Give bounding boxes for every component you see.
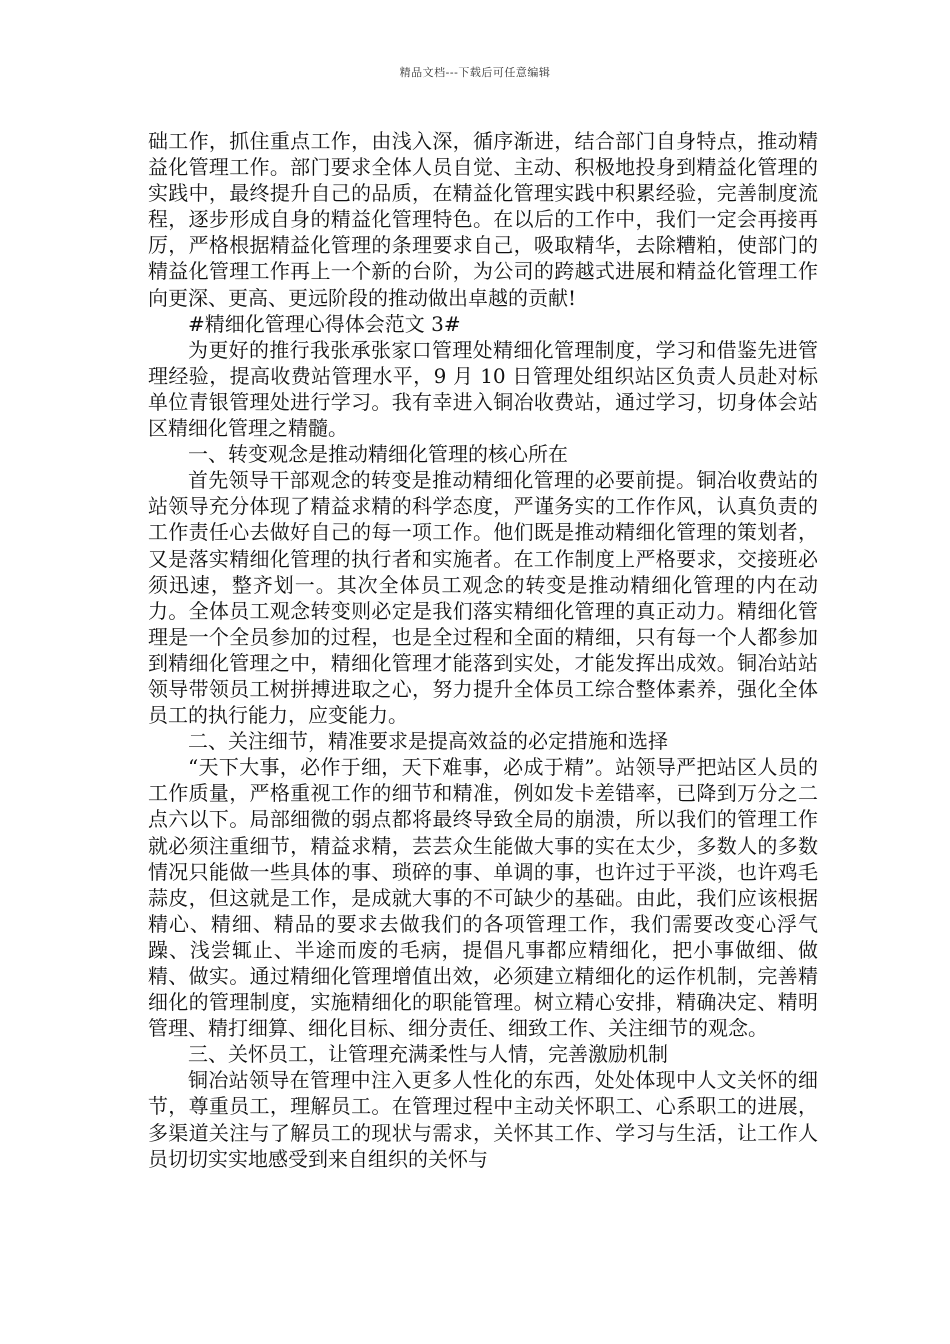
paragraph-section-3: 铜冶站领导在管理中注入更多人性化的东西，处处体现中人文关怀的细节，尊重员工，理解员工。在管理过程中主动关怀职工、心系职工的进展，多渠道关注与了解员工的现状与需求，关怀其工作、学习与生活，让工作人员切切实实地感受到来自组织的关怀与 [148, 1068, 818, 1171]
section-heading-example-3: #精细化管理心得体会范文 3# [188, 311, 461, 336]
paragraph-section-2: “天下大事，必作于细，天下难事，必成于精”。站领导严把站区人员的工作质量，严格重视工作的细节和精准，例如发卡差错率，已降到万分之二点六以下。局部细微的弱点都将最终导致全局的崩溃，所以我们的管理工作就必须注重细节，精益求精，芸芸众生能做大事的实在太少，多数人的多数情况只能做一些具体的事、琐碎的事、单调的事，也许过于平淡，也许鸡毛蒜皮，但这就是工作，是成就大事的不可缺少的基础。由此，我们应该根据精心、精细、精品的要求去做我们的各项管理工作，我们需要改变心浮气躁、浅尝辄止、半途而废的毛病，提倡凡事都应精细化，把小事做细、做精、做实。通过精细化管理增值出效，必须建立精细化的运作机制，完善精细化的管理制度，实施精细化的职能管理。树立精心安排，精确决定、精明管理、精打细算、细化目标、细分责任、细致工作、关注细节的观念。 [148, 755, 818, 1041]
section-heading-1: 一、转变观念是推动精细化管理的核心所在 [188, 442, 568, 467]
section-heading-2: 二、关注细节，精准要求是提高效益的必定措施和选择 [188, 729, 668, 754]
paragraph-section-1: 首先领导干部观念的转变是推动精细化管理的必要前提。铜冶收费站的站领导充分体现了精益求精的科学态度，严谨务实的工作作风，认真负责的工作责任心去做好自己的每一项工作。他们既是推动精细化管理的策划者，又是落实精细化管理的执行者和实施者。在工作制度上严格要求，交接班必须迅速，整齐划一。其次全体员工观念的转变是推动精细化管理的内在动力。全体员工观念转变则必定是我们落实精细化管理的真正动力。精细化管理是一个全员参加的过程，也是全过程和全面的精细，只有每一个人都参加到精细化管理之中，精细化管理才能落到实处，才能发挥出成效。铜冶站站领导带领员工树拼搏进取之心，努力提升全体员工综合整体素养，强化全体员工的执行能力，应变能力。 [148, 468, 818, 728]
section-heading-3: 三、关怀员工，让管理充满柔性与人情，完善激励机制 [188, 1042, 668, 1067]
page-header: 精品文档---下载后可任意编辑 [399, 66, 551, 79]
paragraph-intro: 为更好的推行我张承张家口管理处精细化管理制度，学习和借鉴先进管理经验，提高收费站管理水平，9 月 10 日管理处组织站区负责人员赴对标单位青银管理处进行学习。我有幸进入铜冶收费站，通过学习，切身体会站区精细化管理之精髓。 [148, 337, 818, 441]
document-body [148, 128, 818, 1172]
paragraph-continuation: 础工作，抓住重点工作，由浅入深，循序渐进，结合部门自身特点，推动精益化管理工作。部门要求全体人员自觉、主动、积极地投身到精益化管理的实践中，最终提升自己的品质，在精益化管理实践中积累经验，完善制度流程，逐步形成自身的精益化管理特色。在以后的工作中，我们一定会再接再厉，严格根据精益化管理的条理要求自己，吸取精华，去除糟粕，使部门的精益化管理工作再上一个新的台阶，为公司的跨越式进展和精益化管理工作向更深、更高、更远阶段的推动做出卓越的贡献! [148, 129, 818, 310]
